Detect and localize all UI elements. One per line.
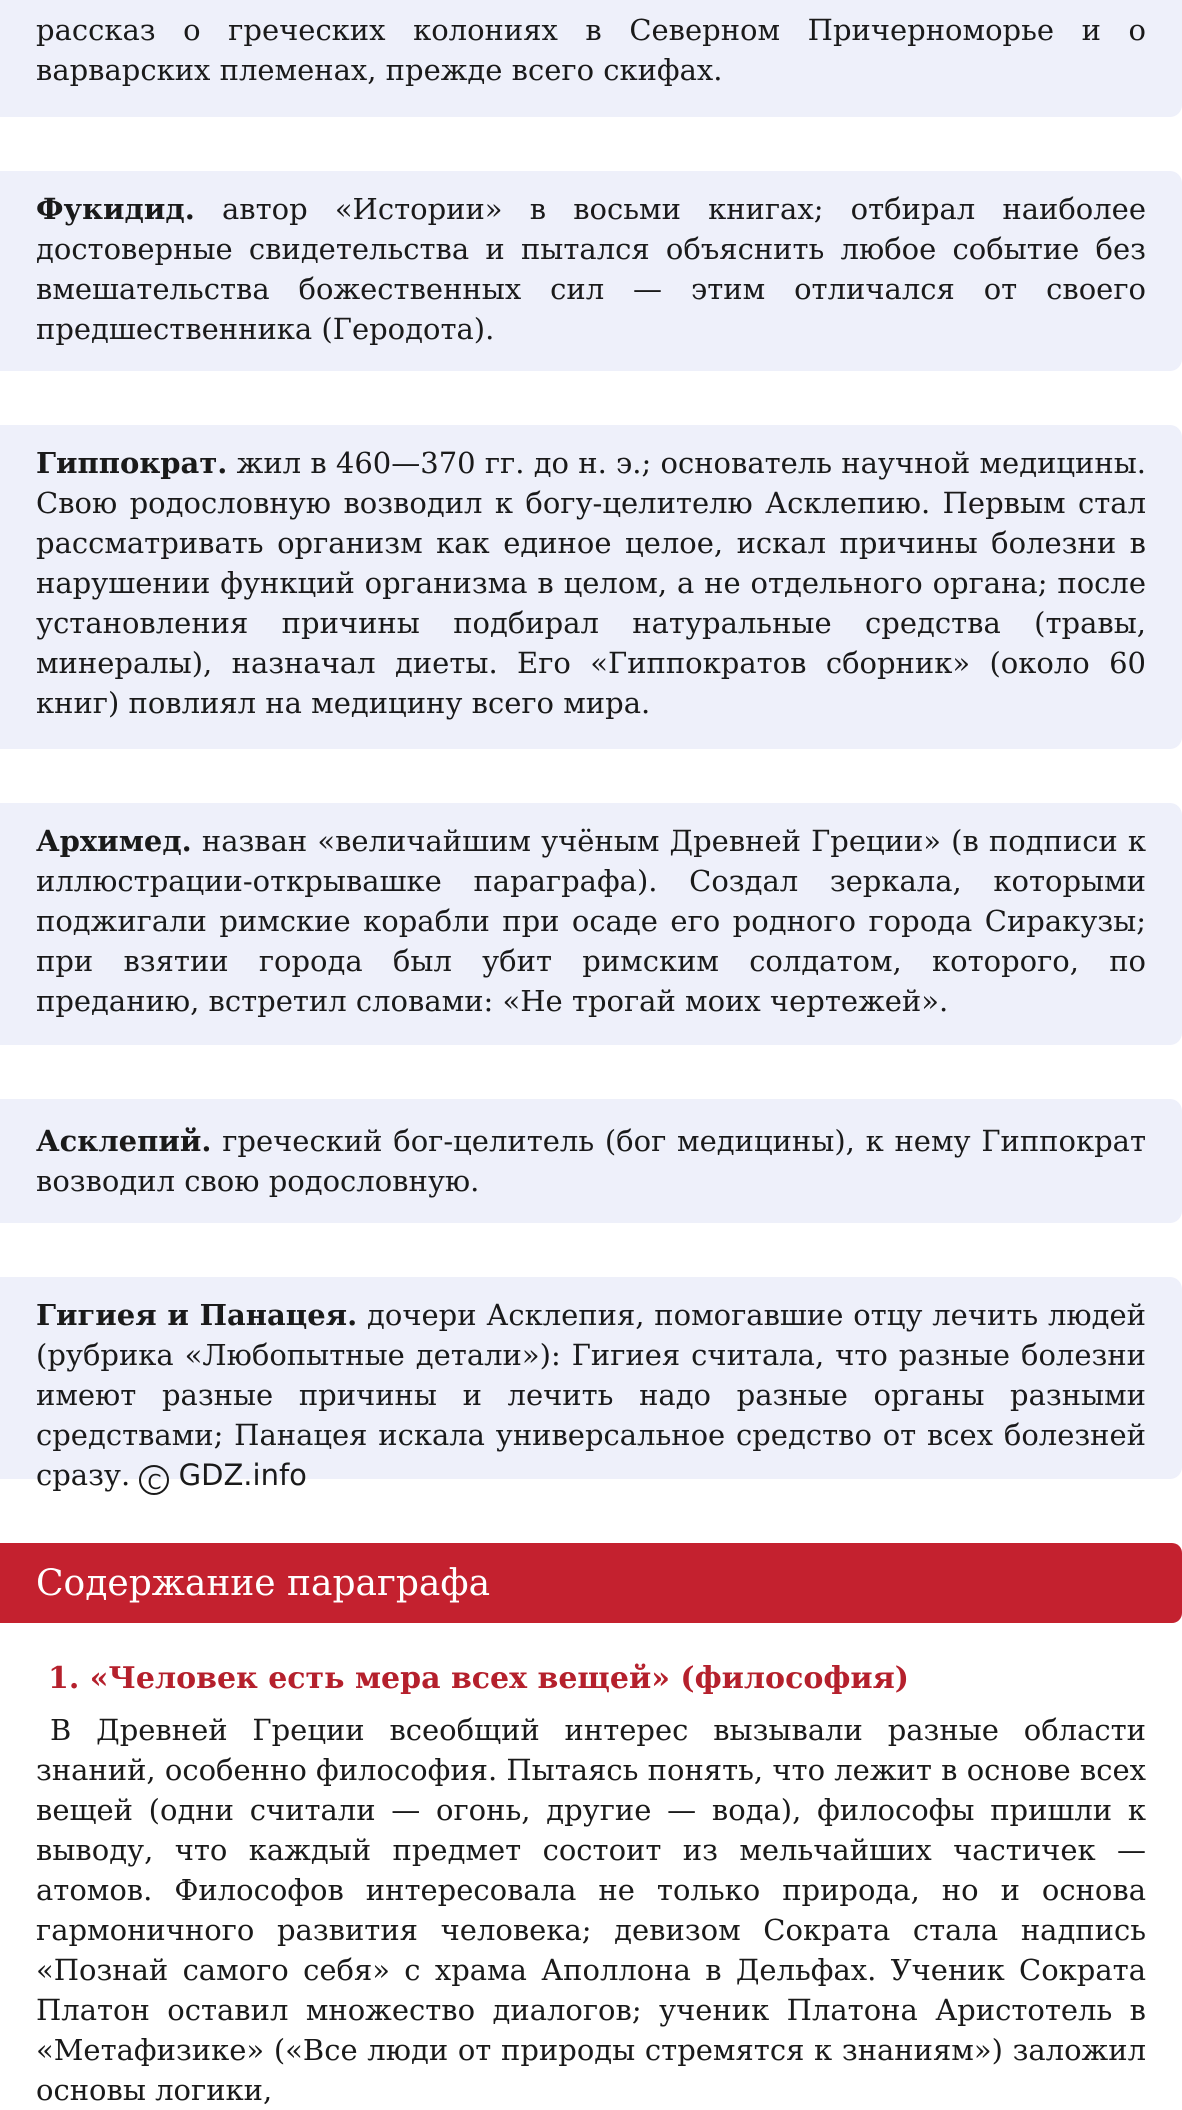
entry-box-hippocrates	[0, 425, 1182, 749]
entry-text	[36, 443, 1146, 723]
entry-body: дочери Асклепия, помогавшие отцу лечить людей (рубрика «Любопытные детали»): Гигиея считала, что разные болезни имеют разные причины и лечить надо разные органы разными средствами; Панацея искала универсальное средство от всех болезней сразу.	[36, 1298, 1146, 1492]
entry-body: рассказ о греческих колониях в Северном Причерноморье и о варварских племенах, прежде всего скифах.	[36, 13, 1146, 87]
entry-term: Фукидид.	[36, 192, 195, 226]
entry-text	[36, 189, 1146, 349]
entry-body: автор «Истории» в восьми книгах; отбирал наиболее достоверные свидетельства и пытался объяснить любое событие без вмешательства божественных сил — этим отличался от своего предшественника (Геродота).	[36, 192, 1146, 346]
copyright-mark	[139, 1458, 307, 1492]
entry-body: назван «величайшим учёным Древней Греции» (в подписи к иллюстрации-открывашке параграфа). Создал зеркала, которыми поджигали римские корабли при осаде его родного города Сиракузы; при взятии города был убит римским солдатом, которого, по преданию, встретил словами: «Не трогай моих чертежей».	[36, 824, 1146, 1018]
entry-body: жил в 460—370 гг. до н. э.; основатель научной медицины. Свою родословную возводил к богу-целителю Асклепию. Первым стал рассматривать организм как единое целое, искал причины болезни в нарушении функций организма в целом, а не отдельного органа; после установления причины подбирал натуральные средства (травы, минералы), назначал диеты. Его «Гиппократов сборник» (около 60 книг) повлиял на медицину всего мира.	[36, 446, 1146, 720]
entry-term: Гиппократ.	[36, 446, 228, 480]
entry-box-asclepius	[0, 1099, 1182, 1223]
entry-text	[36, 1295, 1146, 1495]
entry-box-archimedes	[0, 803, 1182, 1045]
entry-term: Архимед.	[36, 824, 192, 858]
copyright-icon: C	[139, 1465, 169, 1495]
entry-box-hygieia-panacea	[0, 1277, 1182, 1494]
entry-term: Гигиея и Панацея.	[36, 1298, 358, 1332]
entry-text	[36, 1121, 1146, 1201]
entry-text	[36, 10, 1146, 90]
entry-text	[36, 821, 1146, 1021]
section-paragraph: В Древней Греции всеобщий интерес вызывали разные области знаний, особенно философия. Пытаясь понять, что лежит в основе всех вещей (одни считали — огонь, другие — вода), философы пришли к выводу, что каждый предмет состоит из мельчайших частичек — атомов. Философов интересовала не только природа, но и основа гармоничного развития человека; девизом Сократа стала надпись «Познай самого себя» с храма Аполлона в Дельфах. Ученик Сократа Платон оставил множество диалогов; ученик Платона Аристотель в «Метафизике» («Все люди от природы стремятся к знаниям») заложил основы логики,	[36, 1713, 1146, 2107]
section-subheading: 1. «Человек есть мера всех вещей» (философия)	[48, 1661, 910, 1696]
section-title: Содержание параграфа	[36, 1562, 491, 1604]
copyright-label: GDZ.info	[178, 1458, 307, 1492]
entry-box-herodotus-tail	[0, 0, 1182, 117]
entry-box-thucydides	[0, 171, 1182, 371]
entry-body: греческий бог-целитель (бог медицины), к нему Гиппократ возводил свою родословную.	[36, 1124, 1146, 1198]
entry-term: Асклепий.	[36, 1124, 212, 1158]
section-heading-bar	[0, 1543, 1182, 1623]
